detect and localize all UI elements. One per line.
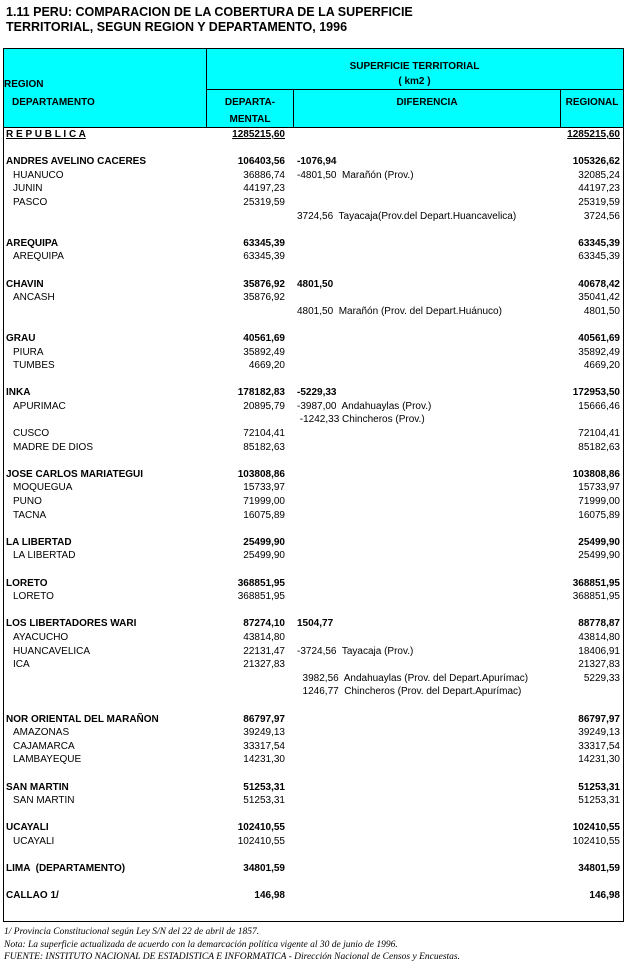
table-row (4, 169, 623, 183)
region-row (4, 332, 623, 346)
cell-diferencia: -5229,33 (297, 387, 337, 399)
cell-name: JOSE CARLOS MARIATEGUI (6, 468, 144, 480)
cell-departamental: 22131,47 (243, 645, 285, 657)
region-row (4, 278, 623, 292)
cell-departamental: 15733,97 (243, 482, 285, 494)
cell-regional: 51253,31 (578, 781, 620, 793)
cell-departamental: 43814,80 (243, 631, 285, 643)
cell-diferencia: 3982,56 Andahuaylas (Prov. del Depart.Apurímac) (297, 672, 529, 684)
cell-departamental: 35892,49 (243, 346, 285, 358)
cell-departamental: 102410,55 (237, 835, 285, 847)
cell-departamental: 25499,90 (243, 536, 285, 548)
table-row (4, 441, 623, 455)
cell-name: CHAVIN (6, 278, 44, 290)
cell-departamental: 63345,39 (243, 237, 285, 249)
cell-regional: 51253,31 (578, 795, 620, 807)
cell-regional: 172953,50 (572, 387, 620, 399)
cell-departamental: 368851,95 (237, 577, 285, 589)
region-row (4, 617, 623, 631)
cell-regional: 71999,00 (578, 496, 620, 508)
cell-name: AYACUCHO (13, 631, 69, 643)
cell-departamental: 85182,63 (243, 441, 285, 453)
cell-regional: 5229,33 (583, 672, 620, 684)
cell-regional: 72104,41 (578, 428, 620, 440)
spacer-row (4, 876, 623, 890)
cell-departamental: 40561,69 (243, 332, 285, 344)
cell-regional: 4669,20 (583, 360, 620, 372)
cell-name: PASCO (13, 196, 48, 208)
header-col-diferencia: DIFERENCIA (396, 97, 458, 108)
cell-departamental: 34801,59 (243, 863, 285, 875)
cell-regional: 25499,90 (578, 536, 620, 548)
header-col-departamental-1: DEPARTA- (224, 97, 276, 108)
table-row (4, 250, 623, 264)
cell-name: TACNA (13, 509, 47, 521)
cell-departamental: 51253,31 (243, 795, 285, 807)
cell-name: R E P U B L I C A (6, 129, 86, 140)
cell-name: ANDRES AVELINO CACERES (6, 156, 147, 168)
cell-regional: 16075,89 (578, 509, 620, 521)
cell-regional: 15666,46 (578, 400, 620, 412)
cell-departamental: 103808,86 (237, 468, 285, 480)
cell-regional: 3724,56 (583, 210, 620, 222)
spacer-row (4, 699, 623, 713)
cell-name: SAN MARTIN (13, 795, 75, 807)
cell-departamental: 178182,83 (237, 387, 285, 399)
table-row (4, 590, 623, 604)
cell-regional: 15733,97 (578, 482, 620, 494)
cell-name: ANCASH (13, 292, 55, 304)
cell-departamental: 14231,30 (243, 754, 285, 766)
region-row (4, 713, 623, 727)
cell-name: LOS LIBERTADORES WARI (6, 618, 137, 630)
region-row (4, 781, 623, 795)
cell-name: GRAU (6, 332, 36, 344)
cell-regional: 35041,42 (578, 292, 620, 304)
cell-regional: 39249,13 (578, 727, 620, 739)
table-row (4, 196, 623, 210)
cell-name: CALLAO 1/ (6, 890, 59, 902)
table-title (6, 5, 606, 35)
cell-diferencia: 4801,50 Marañón (Prov. del Depart.Huánuco) (297, 305, 502, 317)
table-frame (3, 48, 624, 922)
cell-name: LAMBAYEQUE (13, 754, 82, 766)
cell-regional: 21327,83 (578, 659, 620, 671)
cell-departamental: 25319,59 (243, 196, 285, 208)
cell-name: PIURA (13, 346, 44, 358)
cell-regional: 4801,50 (583, 305, 620, 317)
cell-name: UCAYALI (13, 835, 55, 847)
cell-regional: 43814,80 (578, 631, 620, 643)
region-row (4, 821, 623, 835)
title-line-1: 1.11 PERU: COMPARACION DE LA COBERTURA DE LA SUPERFICIE (6, 5, 413, 19)
cell-regional: 85182,63 (578, 441, 620, 453)
header-region: REGION (4, 79, 44, 90)
table-row (4, 672, 623, 686)
table-row (4, 291, 623, 305)
table-row (4, 726, 623, 740)
cell-diferencia: -3724,56 Tayacaja (Prov.) (297, 645, 414, 657)
cell-regional: 44197,23 (578, 183, 620, 195)
cell-departamental: 72104,41 (243, 428, 285, 440)
cell-regional: 1285215,60 (567, 129, 620, 140)
cell-name: JUNIN (13, 183, 43, 195)
cell-regional: 368851,95 (572, 577, 620, 589)
cell-name: HUANCAVELICA (13, 645, 91, 657)
table-row (4, 631, 623, 645)
footnotes (4, 926, 624, 964)
cell-regional: 32085,24 (578, 169, 620, 181)
cell-diferencia: 4801,50 (297, 278, 334, 290)
spacer-row (4, 373, 623, 387)
cell-name: LIMA (DEPARTAMENTO) (6, 863, 126, 875)
cell-regional: 63345,39 (578, 237, 620, 249)
cell-departamental: 102410,55 (237, 822, 285, 834)
cell-regional: 35892,49 (578, 346, 620, 358)
region-row (4, 536, 623, 550)
region-row (4, 237, 623, 251)
cell-name: PUNO (13, 496, 42, 508)
cell-name: AREQUIPA (13, 251, 64, 263)
cell-departamental: 63345,39 (243, 251, 285, 263)
cell-regional: 86797,97 (578, 713, 620, 725)
table-row (4, 549, 623, 563)
cell-diferencia: -3987,00 Andahuaylas (Prov.) (297, 400, 432, 412)
table-row (4, 305, 623, 319)
cell-departamental: 86797,97 (243, 713, 285, 725)
cell-regional: 40561,69 (578, 332, 620, 344)
cell-diferencia: 1504,77 (297, 618, 334, 630)
cell-name: MADRE DE DIOS (13, 441, 94, 453)
cell-departamental: 20895,79 (243, 400, 285, 412)
table-row (4, 182, 623, 196)
cell-regional: 33317,54 (578, 740, 620, 752)
header-superficie: SUPERFICIE TERRITORIAL (349, 61, 480, 72)
spacer-row (4, 264, 623, 278)
header-unit: ( km2 ) (398, 76, 431, 87)
cell-name: LA LIBERTAD (6, 536, 72, 548)
header-departamento: DEPARTAMENTO (12, 97, 95, 108)
cell-name: MOQUEGUA (13, 482, 73, 494)
table-row (4, 210, 623, 224)
cell-name: AREQUIPA (6, 237, 59, 249)
cell-name: APURIMAC (13, 400, 66, 412)
cell-regional: 14231,30 (578, 754, 620, 766)
header-col-regional: REGIONAL (565, 97, 619, 108)
cell-departamental: 35876,92 (243, 292, 285, 304)
cell-departamental: 4669,20 (248, 360, 285, 372)
table-row (4, 359, 623, 373)
table-body (4, 128, 623, 903)
cell-name: CUSCO (13, 428, 50, 440)
table-row (4, 481, 623, 495)
cell-regional: 146,98 (589, 890, 620, 902)
cell-departamental: 368851,95 (237, 591, 285, 603)
spacer-row (4, 318, 623, 332)
region-row (4, 577, 623, 591)
region-row (4, 155, 623, 169)
spacer-row (4, 563, 623, 577)
cell-diferencia: -4801,50 Marañón (Prov.) (297, 169, 414, 181)
cell-regional: 103808,86 (572, 468, 620, 480)
cell-departamental: 33317,54 (243, 740, 285, 752)
cell-name: SAN MARTIN (6, 781, 69, 793)
cell-name: CAJAMARCA (13, 740, 75, 752)
cell-regional: 368851,95 (572, 591, 620, 603)
cell-departamental: 146,98 (254, 890, 285, 902)
cell-name: TUMBES (13, 360, 55, 372)
table-row (4, 740, 623, 754)
cell-departamental: 16075,89 (243, 509, 285, 521)
spacer-row (4, 223, 623, 237)
table-row (4, 413, 623, 427)
cell-departamental: 51253,31 (243, 781, 285, 793)
region-row (4, 862, 623, 876)
cell-regional: 63345,39 (578, 251, 620, 263)
cell-regional: 88778,87 (578, 618, 620, 630)
table-row (4, 346, 623, 360)
table-row (4, 427, 623, 441)
cell-regional: 40678,42 (578, 278, 620, 290)
cell-name: UCAYALI (6, 822, 49, 834)
spacer-row (4, 808, 623, 822)
cell-regional: 18406,91 (578, 645, 620, 657)
spacer-row (4, 454, 623, 468)
cell-departamental: 35876,92 (243, 278, 285, 290)
table-row (4, 509, 623, 523)
footnote-1: 1/ Provincia Constitucional según Ley S/N del 22 de abril de 1857. (4, 927, 260, 937)
cell-regional: 105326,62 (572, 156, 620, 168)
spacer-row (4, 767, 623, 781)
spacer-row (4, 522, 623, 536)
cell-name: HUANUCO (13, 169, 64, 181)
cell-name: AMAZONAS (13, 727, 70, 739)
cell-name: LORETO (6, 577, 48, 589)
table-row (4, 753, 623, 767)
cell-name: NOR ORIENTAL DEL MARAÑON (6, 713, 159, 725)
cell-regional: 25319,59 (578, 196, 620, 208)
region-row (4, 386, 623, 400)
header-col-departamental-2: MENTAL (229, 114, 271, 125)
cell-name: LORETO (13, 591, 54, 603)
cell-regional: 34801,59 (578, 863, 620, 875)
region-row (4, 889, 623, 903)
total-row (4, 128, 623, 142)
spacer-row (4, 142, 623, 156)
cell-diferencia: 1246,77 Chincheros (Prov. del Depart.Apurímac) (297, 686, 522, 698)
cell-departamental: 39249,13 (243, 727, 285, 739)
cell-departamental: 36886,74 (243, 169, 285, 181)
cell-diferencia: -1076,94 (297, 156, 337, 168)
table-row (4, 794, 623, 808)
spacer-row (4, 848, 623, 862)
cell-departamental: 1285215,60 (232, 129, 285, 140)
table-row (4, 495, 623, 509)
title-line-2: TERRITORIAL, SEGUN REGION Y DEPARTAMENTO, 1996 (6, 20, 348, 34)
region-row (4, 468, 623, 482)
cell-name: INKA (6, 387, 31, 399)
footnote-nota: Nota: La superficie actualizada de acuerdo con la demarcación política vigente al 30 de junio de 1996. (4, 939, 398, 950)
cell-departamental: 44197,23 (243, 183, 285, 195)
table-row (4, 658, 623, 672)
table-row (4, 835, 623, 849)
spacer-row (4, 604, 623, 618)
cell-departamental: 21327,83 (243, 659, 285, 671)
cell-regional: 102410,55 (572, 822, 620, 834)
table-row (4, 645, 623, 659)
cell-name: LA LIBERTAD (13, 550, 76, 562)
table-row (4, 685, 623, 699)
cell-regional: 102410,55 (572, 835, 620, 847)
table-row (4, 400, 623, 414)
cell-departamental: 87274,10 (243, 618, 285, 630)
cell-diferencia: 3724,56 Tayacaja(Prov.del Depart.Huancavelica) (297, 210, 517, 222)
cell-departamental: 106403,56 (237, 156, 285, 168)
cell-regional: 25499,90 (578, 550, 620, 562)
cell-name: ICA (13, 659, 30, 671)
cell-departamental: 25499,90 (243, 550, 285, 562)
footnote-fuente: FUENTE: INSTITUTO NACIONAL DE ESTADISTICA E INFORMATICA - Dirección Nacional de Censos y Encuestas. (4, 952, 460, 962)
cell-diferencia: -1242,33 Chincheros (Prov.) (297, 414, 425, 426)
cell-departamental: 71999,00 (243, 496, 285, 508)
